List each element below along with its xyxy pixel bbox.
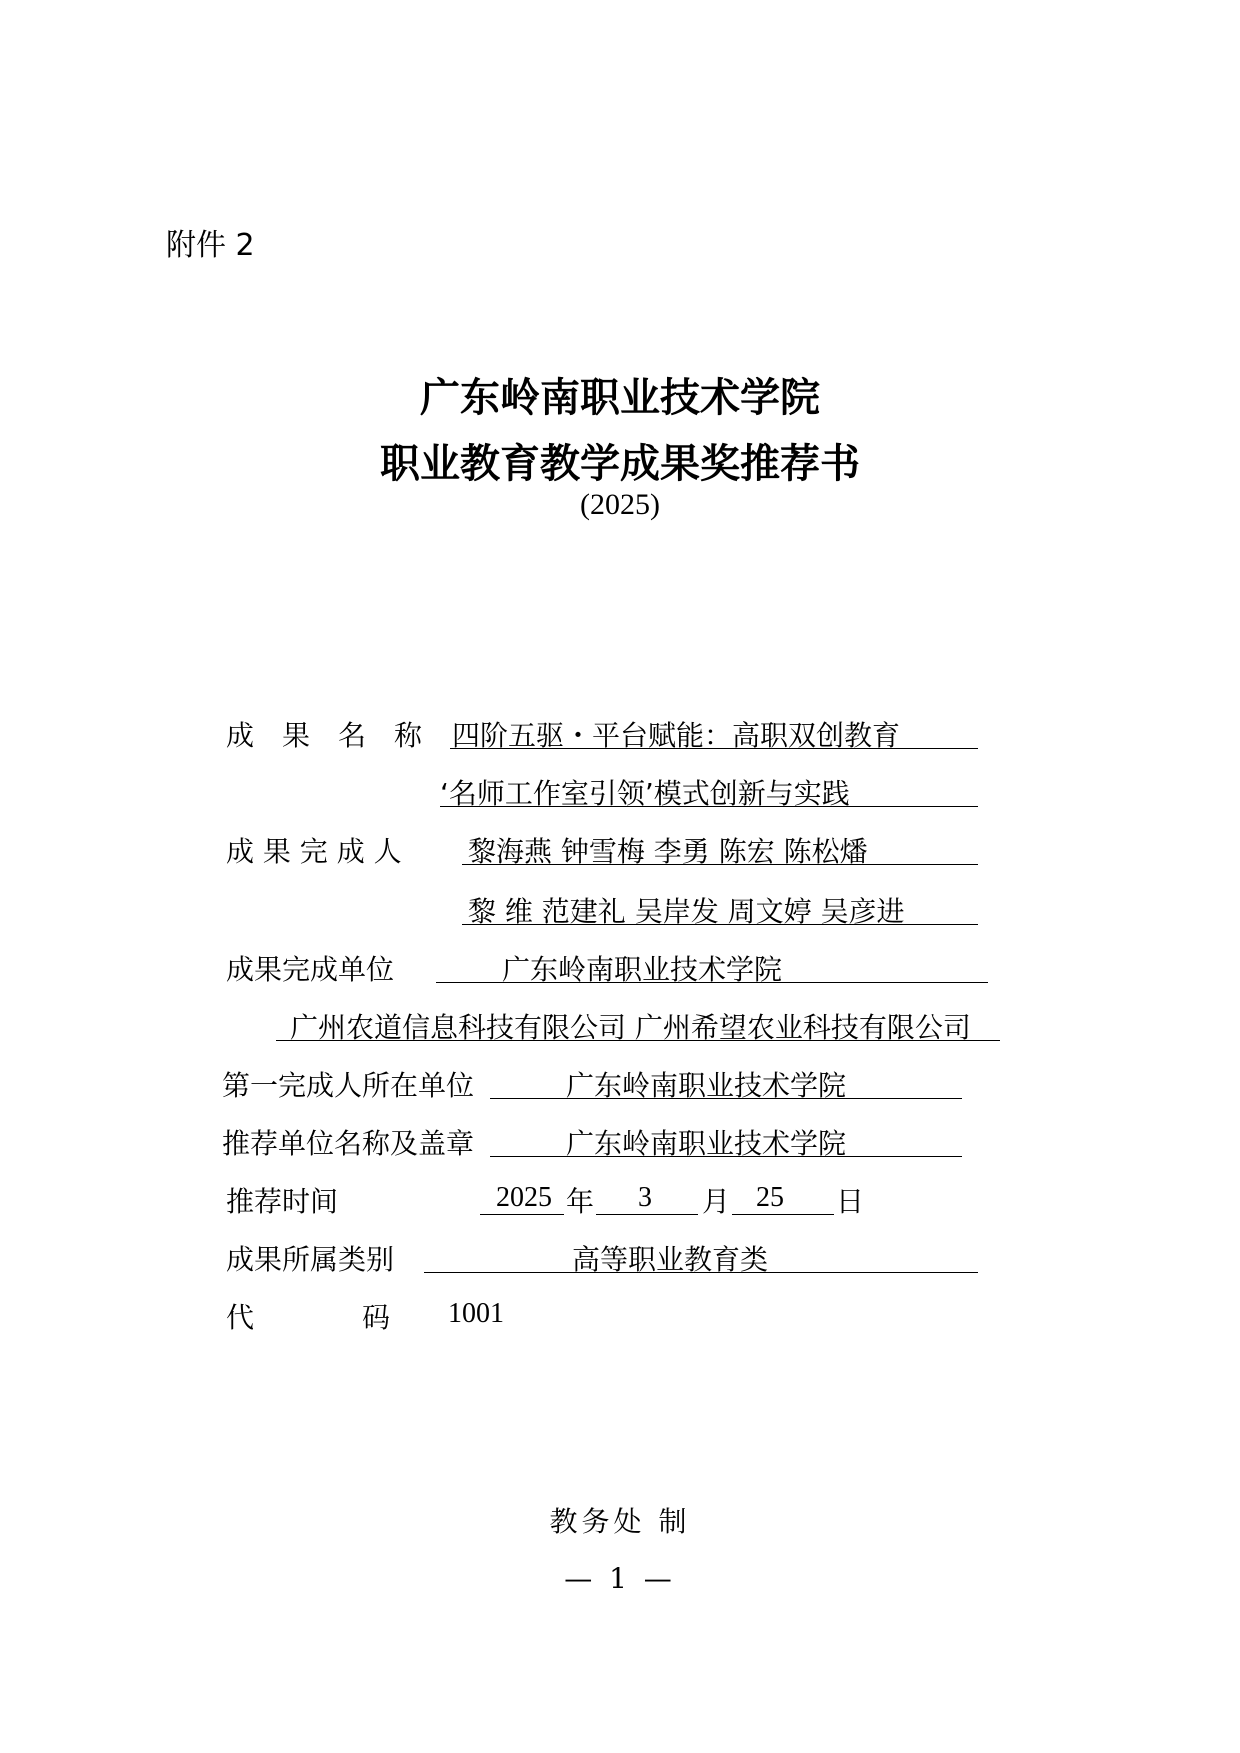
achievement-name-line-1: 四阶五驱・平台赋能：高职双创教育 [452,719,901,752]
recommend-day: 25 [756,1182,784,1213]
issuing-office: 教务处 制 [549,1505,691,1538]
page-number: — 1 — [564,1562,676,1595]
achievement-name-label: 成 果 名 称 [226,719,423,752]
recommend-year: 2025 [496,1182,552,1213]
month-unit: 月 [702,1185,731,1218]
underline [490,1098,962,1099]
underline [424,1272,978,1273]
recommend-month: 3 [638,1182,652,1213]
achievement-name-line-2: ‘名师工作室引领’模式创新与实践 [440,777,850,810]
underline [462,864,978,865]
first-completer-unit-label: 第一完成人所在单位 [222,1069,475,1102]
code-value: 1001 [448,1298,504,1329]
completers-label: 成 果 完 成 人 [226,835,402,868]
completers-line-1: 黎海燕 钟雪梅 李勇 陈宏 陈松燔 [468,835,868,868]
unit-line-1: 广东岭南职业技术学院 [502,953,783,986]
year-unit: 年 [566,1185,595,1218]
underline [462,924,978,925]
underline [276,1040,1000,1041]
code-label-part-2: 码 [362,1301,391,1334]
underline [436,982,988,983]
underline [440,806,978,807]
unit-line-2: 广州农道信息科技有限公司 广州希望农业科技有限公司 [290,1011,971,1044]
recommender-value: 广东岭南职业技术学院 [566,1127,847,1160]
code-label-part-1: 代 [226,1301,255,1334]
first-completer-unit-value: 广东岭南职业技术学院 [566,1069,847,1102]
underline [450,748,978,749]
recommend-time-label: 推荐时间 [226,1185,339,1218]
attachment-label: 附件 2 [166,228,255,263]
underline [480,1214,564,1215]
recommender-label: 推荐单位名称及盖章 [222,1127,475,1160]
unit-label: 成果完成单位 [226,953,395,986]
title-line-1: 广东岭南职业技术学院 [420,374,820,421]
day-unit: 日 [836,1185,865,1218]
category-label: 成果所属类别 [226,1243,395,1276]
underline [490,1156,962,1157]
underline [732,1214,834,1215]
title-line-2: 职业教育教学成果奖推荐书 [380,440,860,487]
category-value: 高等职业教育类 [572,1243,769,1276]
year: (2025) [580,488,660,521]
completers-line-2: 黎 维 范建礼 吴岸发 周文婷 吴彦进 [468,895,905,928]
underline [596,1214,698,1215]
